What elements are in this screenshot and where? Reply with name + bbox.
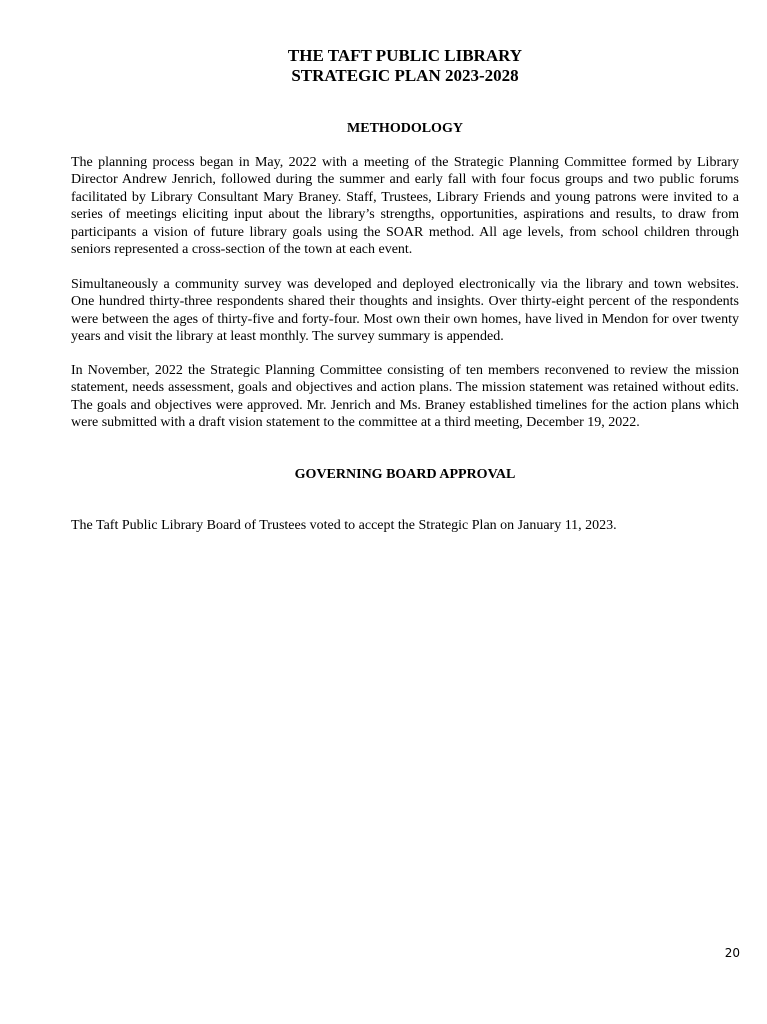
- title-line-plan: STRATEGIC PLAN 2023-2028: [291, 66, 519, 85]
- document-title: [0, 46, 767, 86]
- title-line-library: THE TAFT PUBLIC LIBRARY: [287, 46, 523, 65]
- page-number: 20: [724, 946, 740, 960]
- methodology-paragraph-committee-review: In November, 2022 the Strategic Planning Committee consisting of ten members reconvened to review the mission statement, needs assessment, goals and objectives and action plans. The mission statement was retained without edits. The goals and objectives were approved. Mr. Jenrich and Ms. Braney established timelines for the action plans which were submitted with a draft vision statement to the committee at a third meeting, December 19, 2022.: [71, 363, 739, 431]
- governing-board-heading: GOVERNING BOARD APPROVAL: [294, 467, 516, 482]
- methodology-paragraph-community-survey: Simultaneously a community survey was developed and deployed electronically via the library and town websites. One hundred thirty-three respondents shared their thoughts and insights. Over thirty-eight percent of the respondents were between the ages of thirty-five and forty-four. Most own their own homes, have lived in Mendon for over twenty years and visit the library at least monthly. The survey summary is appended.: [71, 277, 739, 345]
- methodology-heading: METHODOLOGY: [347, 121, 463, 136]
- methodology-paragraph-planning-process: The planning process began in May, 2022 with a meeting of the Strategic Planning Committee formed by Library Director Andrew Jenrich, followed during the summer and early fall with four focus groups and two public forums facilitated by Library Consultant Mary Braney. Staff, Trustees, Library Friends and young patrons were invited to a series of meetings eliciting input about the library’s strengths, opportunities, aspirations and results, to draw from participants a vision of future library goals using the SOAR method. All age levels, from school children through seniors represented a cross-section of the town at each event.: [71, 155, 739, 258]
- governing-board-paragraph: The Taft Public Library Board of Trustees voted to accept the Strategic Plan on January 11, 2023.: [71, 518, 617, 533]
